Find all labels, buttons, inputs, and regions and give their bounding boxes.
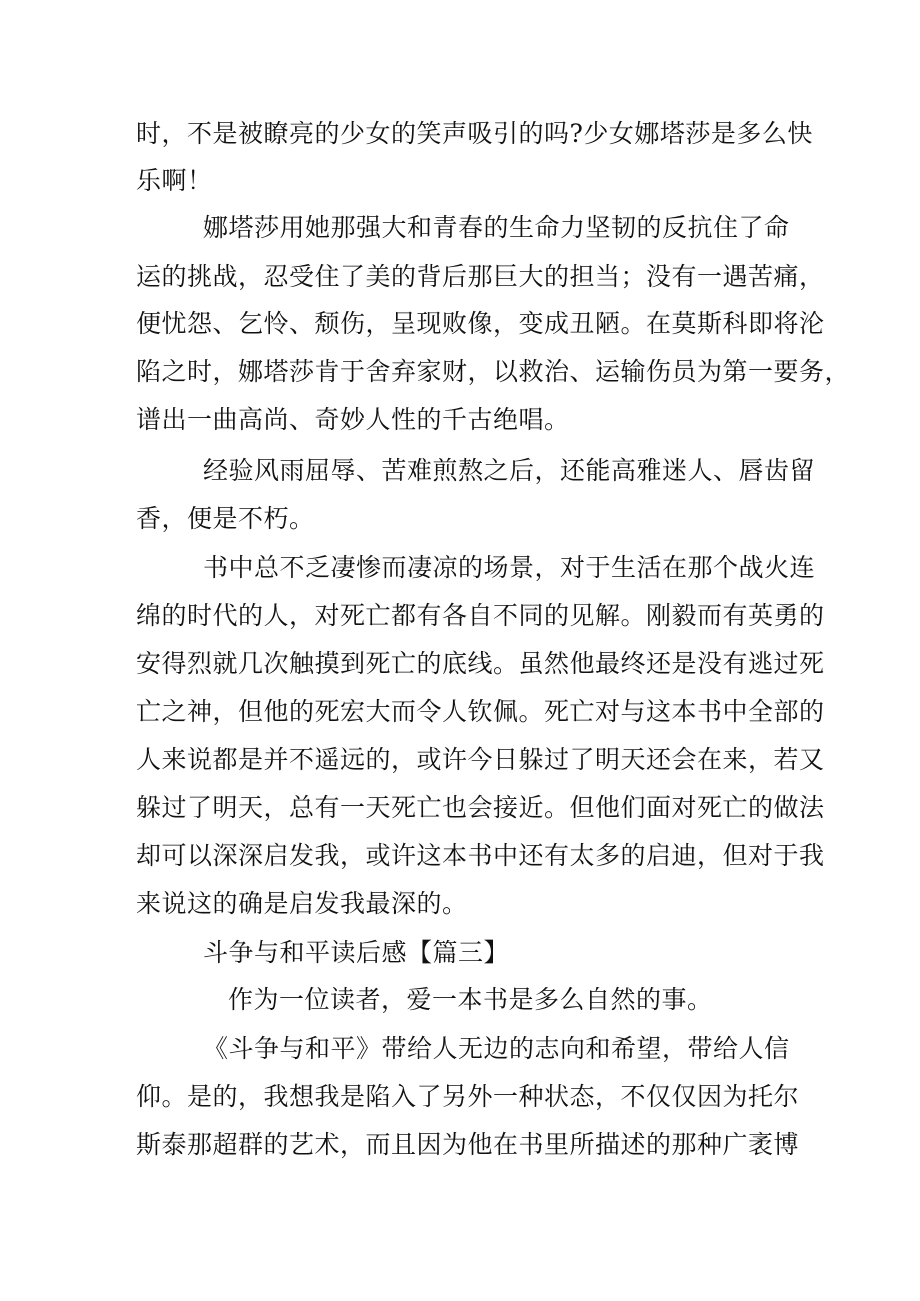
text-line-17: 来说这的确是启发我最深的。 [136, 889, 468, 918]
text-line-11: 绵的时代的人，对死亡都有各自不同的见解。刚毅而有英勇的 [136, 601, 825, 630]
text-line-12: 安得烈就几次触摸到死亡的底线。虽然他最终还是没有逃过死 [136, 649, 825, 678]
text-line-1: 时，不是被瞭亮的少女的笑声吸引的吗?少女娜塔莎是多么快 [136, 119, 813, 148]
text-line-7: 谱出一曲高尚、奇妙人性的千古绝唱。 [136, 405, 570, 434]
text-line-15: 躲过了明天，总有一天死亡也会接近。但他们面对死亡的做法 [136, 793, 825, 822]
text-line-21: 仰。是的，我想我是陷入了另外一种状态，不仅仅因为托尔 [136, 1082, 800, 1111]
text-line-20: 《斗争与和平》带给人无边的志向和希望，带给人信 [203, 1034, 790, 1063]
text-line-9: 香，便是不朽。 [136, 504, 315, 533]
text-line-16: 却可以深深启发我，或许这本书中还有太多的启迪，但对于我 [136, 841, 825, 870]
text-line-10: 书中总不乏凄惨而凄凉的场景，对于生活在那个战火连 [203, 553, 816, 582]
text-line-3: 娜塔莎用她那强大和青春的生命力坚韧的反抗住了命 [203, 213, 790, 242]
text-line-4: 运的挑战，忍受住了美的背后那巨大的担当；没有一遇苦痛， [136, 262, 825, 291]
text-line-19: 作为一位读者，爱一本书是多么自然的事。 [228, 985, 713, 1014]
text-line-13: 亡之神，但他的死宏大而令人钦佩。死亡对与这本书中全部的 [136, 697, 825, 726]
text-line-14: 人来说都是并不遥远的，或许今日躲过了明天还会在来，若又 [136, 745, 825, 774]
text-line-22: 斯泰那超群的艺术，而且因为他在书里所描述的那种广袤博 [136, 1130, 800, 1159]
text-line-2: 乐啊！ [136, 166, 213, 195]
text-line-6: 陷之时，娜塔莎肯于舍弃家财，以救治、运输伤员为第一要务， [136, 357, 851, 386]
text-line-8: 经验风雨屈辱、苦难煎熬之后，还能高雅迷人、唇齿留 [203, 456, 816, 485]
section-heading: 斗争与和平读后感【篇三】 [203, 938, 510, 967]
text-line-5: 便忧怨、乞怜、颓伤，呈现败像，变成丑陋。在莫斯科即将沦 [136, 309, 825, 338]
